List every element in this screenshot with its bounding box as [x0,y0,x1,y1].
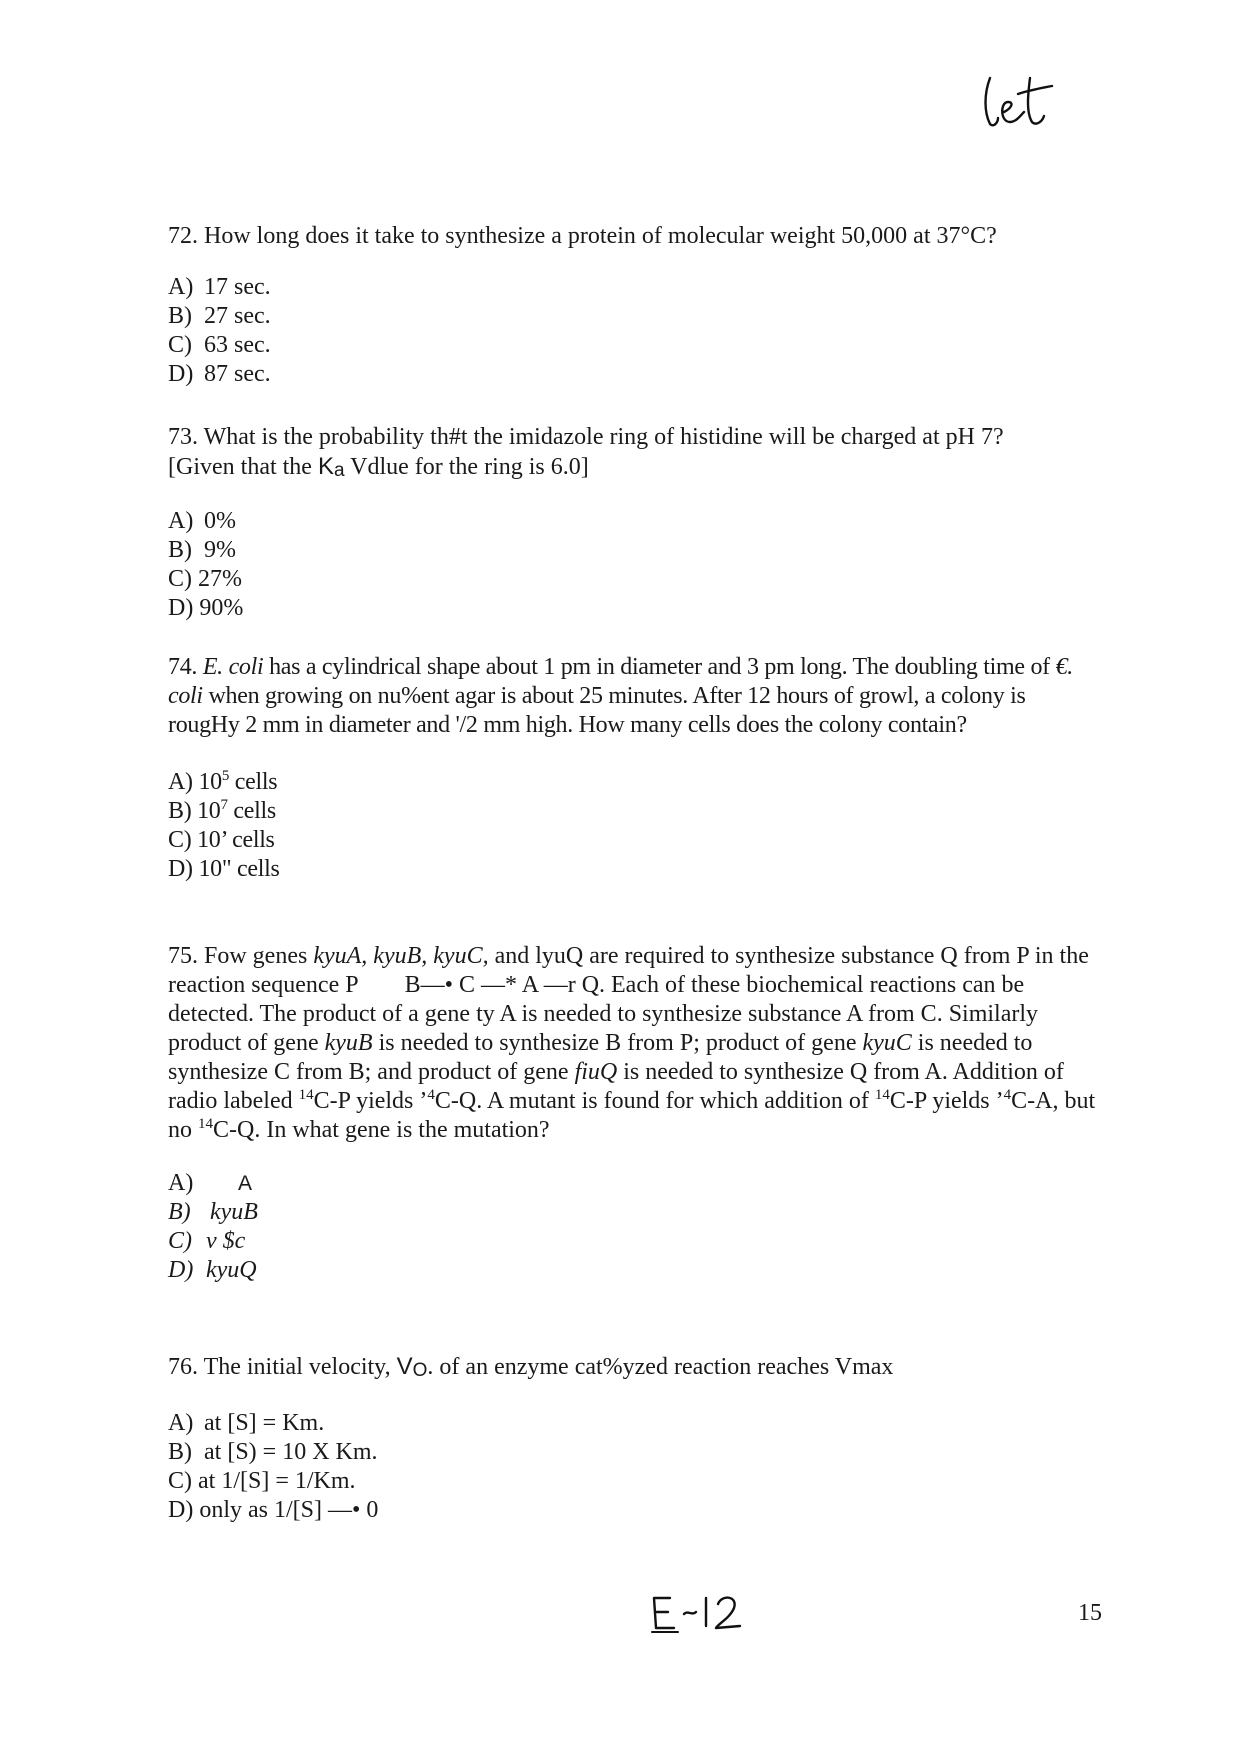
option-d: D) only as 1/[S] —• 0 [168,1497,379,1523]
option-d: D) 10" cells [168,856,280,882]
handwritten-e12-icon [648,1592,748,1634]
option-d: D) kyuQ [168,1257,257,1283]
option-a: A) $10^5$ cells [168,768,278,795]
option-c: C) 63 sec. [168,332,271,358]
question-75 [168,942,1098,1285]
option-a: A) 0% [168,508,236,534]
option-c: C) at 1/[S] = 1/Km. [168,1468,356,1494]
ka-symbol: $K_a$ [317,453,345,481]
question-72-options [168,273,1098,389]
question-74-options [168,768,1098,884]
question-73-options [168,507,1098,623]
question-75-text: 75. Fow genes kyuA, kyuB, kyuC, and lyuQ are required to synthesize substance Q from P in the reaction sequence P B—• C —* A —r Q. Each of these biochemical reactions can be detected. The product of a gene ty A is needed to synthesize substance A from C. Similarly product of gene kyuB is needed to synthesize B from P; product of gene kyuC is needed to synthesize C from B; and product of gene fiuQ is needed to synthesize Q from A. Addition of radio labeled $^{14}$C-P yields ’$^4$C-Q. A mutant is found for which addition of $^{14}$C-P yields ’$^4$C-A, but no $^{14}$C-Q. In what gene is the mutation? [168,943,1096,1143]
question-75-options [168,1169,1098,1285]
option-b: B) at [S) = 10 X Km. [168,1439,378,1465]
option-d: D) 90% [168,595,244,621]
question-73-line1: 73. What is the probability th#t the imidazole ring of histidine will be charged at pH 7? [168,424,1004,450]
option-a: A) at [S] = Km. [168,1410,325,1436]
handwritten-let-icon [980,72,1054,130]
option-d: D) 87 sec. [168,361,271,387]
question-72 [168,222,1098,389]
question-74-text: 74. E. coli has a cylindrical shape about 1 pm in diameter and 3 pm long. The doubling time of €. coli when growing on nu%ent agar is about 25 minutes. After 12 hours of growl, a colony is rougHy 2 mm in diameter and '/2 mm high. How many cells does the colony contain? [168,654,1073,738]
option-c: C) v $c [168,1228,246,1254]
handwritten-code [648,1592,748,1634]
question-76-text: 76. The initial velocity, $V_O$. of an enzyme cat%yzed reaction reaches Vmax [168,1353,894,1381]
option-b: B) 27 sec. [168,303,271,329]
option-c: C) 10’ cells [168,827,275,853]
option-a: A) 17 sec. [168,274,271,300]
option-c: C) 27% [168,566,242,592]
handwritten-mark [980,72,1054,130]
question-73-line2: [Given that the $K_a$ Vdlue for the ring is 6.0] [168,453,589,481]
question-72-text: 72. How long does it take to synthesize a protein of molecular weight 50,000 at 37°C? [168,223,997,249]
v0-symbol: $V_O$ [396,1353,428,1381]
option-b: B) $10^7$ cells [168,797,276,824]
question-73 [168,423,1098,623]
option-b: B) kyuB [168,1199,258,1225]
question-74 [168,653,1098,884]
option-b: B) 9% [168,537,236,563]
option-a: A) A [168,1170,253,1196]
question-76-options [168,1409,1098,1525]
page-number: 15 [1078,1600,1102,1626]
question-76 [168,1352,1098,1525]
